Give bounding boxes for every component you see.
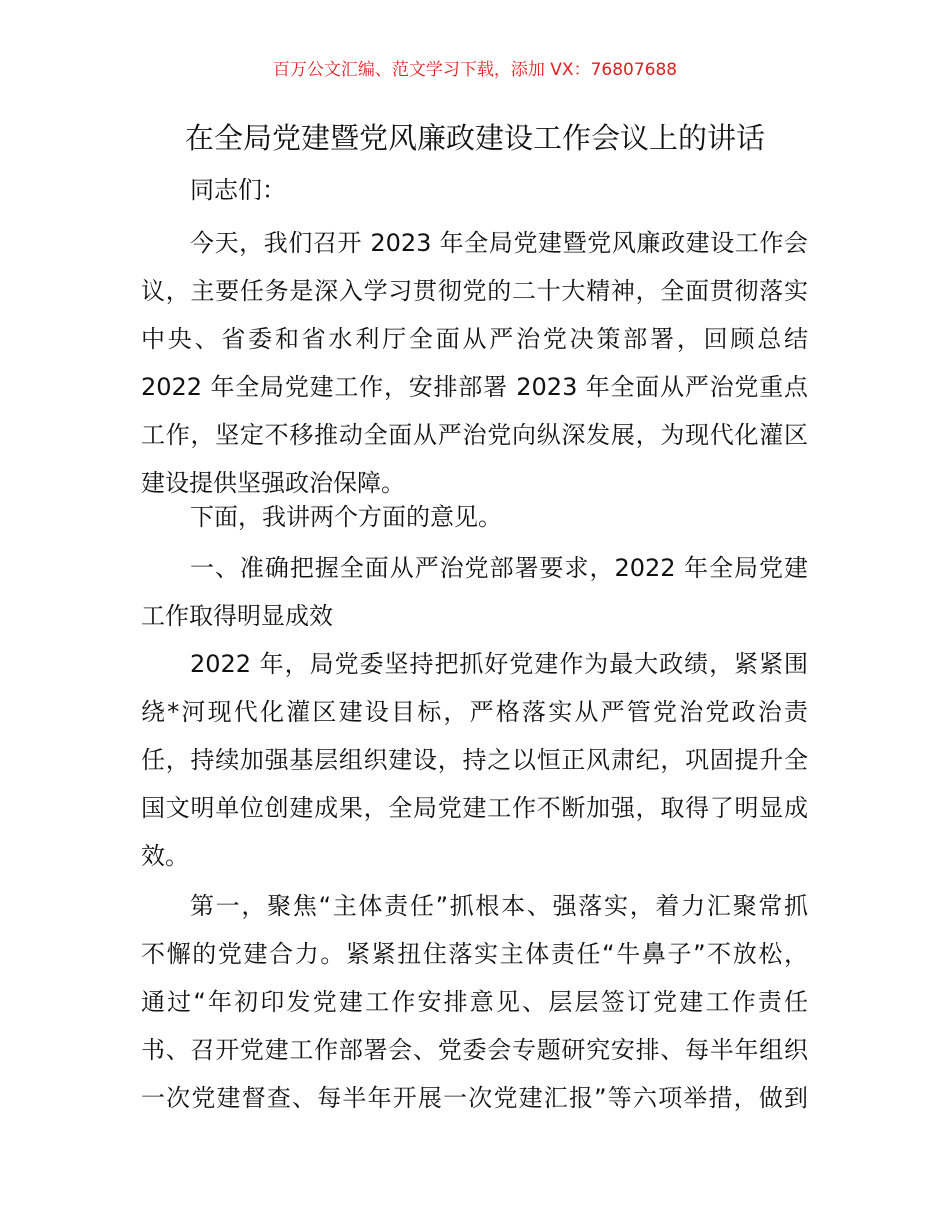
paragraph-line: 工作，坚定不移推动全面从严治党向纵深发展，为现代化灌区 bbox=[141, 421, 808, 449]
paragraph-line: 议，主要任务是深入学习贯彻党的二十大精神，全面贯彻落实 bbox=[141, 277, 808, 305]
paragraph-line: 中央、省委和省水利厅全面从严治党决策部署，回顾总结 bbox=[141, 325, 808, 353]
paragraph-line: 不懈的党建合力。紧紧扭住落实主体责任“牛鼻子”不放松， bbox=[141, 940, 808, 968]
document-title: 在全局党建暨党风廉政建设工作会议上的讲话 bbox=[184, 121, 765, 155]
section-heading-line: 工作取得明显成效 bbox=[141, 602, 333, 630]
paragraph-line: 2022 年，局党委坚持把抓好党建作为最大政绩，紧紧围 bbox=[190, 650, 808, 678]
paragraph-line: 一次党建督查、每半年开展一次党建汇报”等六项举措，做到 bbox=[141, 1084, 808, 1112]
paragraph-line: 今天，我们召开 2023 年全局党建暨党风廉政建设工作会 bbox=[190, 229, 808, 257]
paragraph-line: 书、召开党建工作部署会、党委会专题研究安排、每半年组织 bbox=[141, 1036, 808, 1064]
paragraph-line: 下面，我讲两个方面的意见。 bbox=[190, 503, 502, 531]
paragraph-line: 效。 bbox=[141, 842, 189, 870]
paragraph-line: 绕*河现代化灌区建设目标，严格落实从严管党治党政治责 bbox=[141, 698, 808, 726]
paragraph-line: 通过“年初印发党建工作安排意见、层层签订党建工作责任 bbox=[141, 988, 808, 1016]
paragraph-line: 国文明单位创建成果，全局党建工作不断加强，取得了明显成 bbox=[141, 794, 808, 822]
salutation: 同志们： bbox=[190, 176, 286, 204]
paragraph-line: 第一，聚焦“主体责任”抓根本、强落实，着力汇聚常抓 bbox=[190, 892, 808, 920]
paragraph-line: 建设提供坚强政治保障。 bbox=[141, 469, 405, 497]
section-heading-line: 一、准确把握全面从严治党部署要求，2022 年全局党建 bbox=[190, 554, 808, 582]
paragraph-line: 任，持续加强基层组织建设，持之以恒正风肃纪，巩固提升全 bbox=[141, 746, 808, 774]
paragraph-line: 2022 年全局党建工作，安排部署 2023 年全面从严治党重点 bbox=[141, 373, 808, 401]
watermark-header: 百万公文汇编、范文学习下载，添加 VX：76807688 bbox=[272, 60, 678, 80]
